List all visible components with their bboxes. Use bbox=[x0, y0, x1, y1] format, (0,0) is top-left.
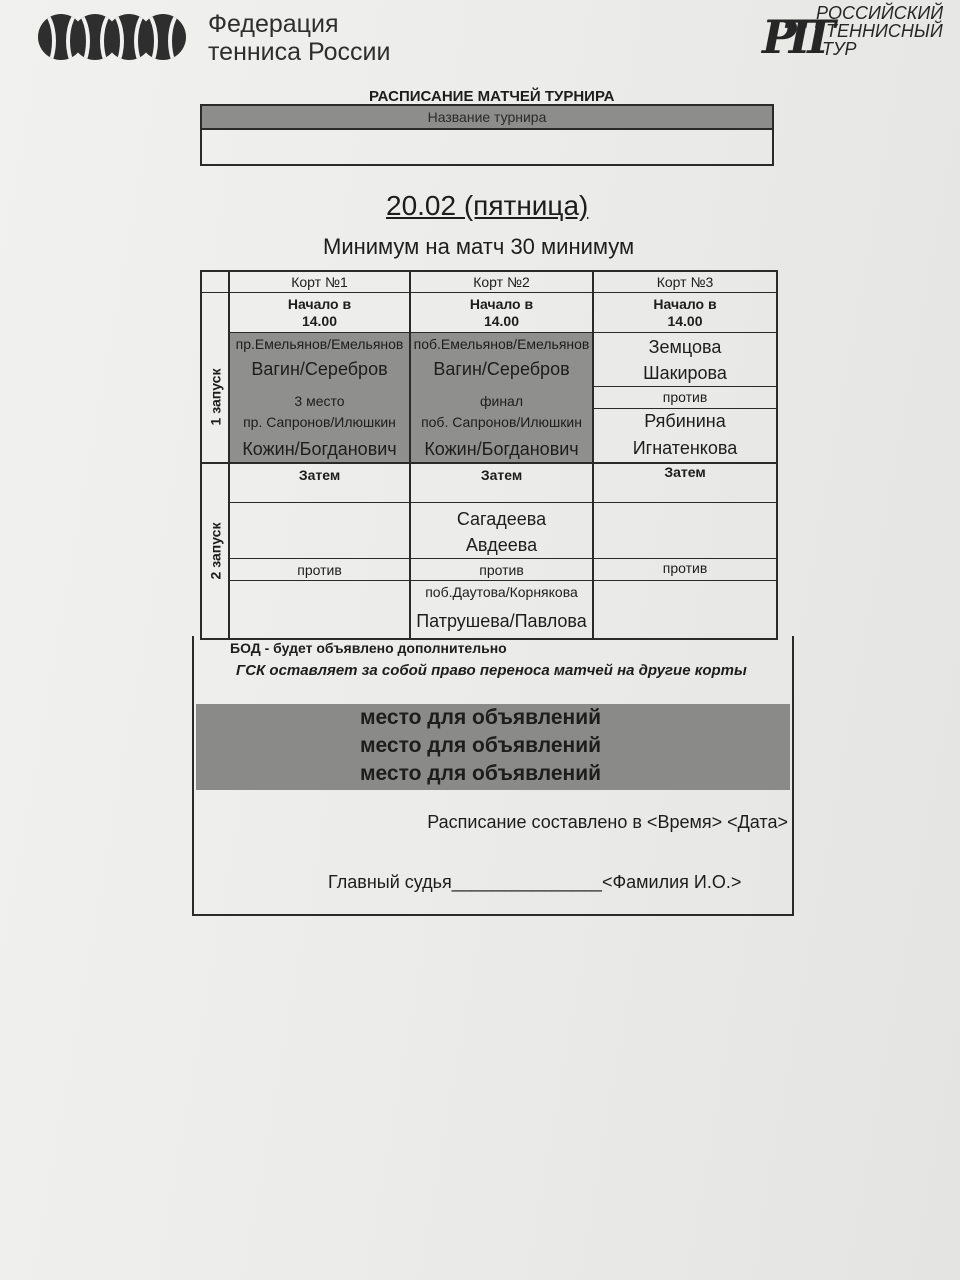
document-title: РАСПИСАНИЕ МАТЧЕЙ ТУРНИРА bbox=[369, 88, 615, 105]
court-1-l2-versus: против bbox=[297, 562, 342, 578]
announcements-area bbox=[196, 704, 790, 790]
court-3-player-1a: Земцова bbox=[648, 336, 722, 357]
signature-blank: _______________ bbox=[451, 872, 602, 892]
chief-judge-label: Главный судья bbox=[328, 872, 452, 892]
court-transfer-note: ГСК оставляет за собой право переноса матчей на другие корты bbox=[236, 662, 747, 679]
court-2-l2-player-1b: Авдеева bbox=[465, 534, 538, 555]
court-1-header: Корт №1 bbox=[291, 274, 348, 290]
announcement-line: место для объявлений bbox=[360, 706, 602, 729]
court-2-then-label: Затем bbox=[480, 467, 523, 483]
court-1-player-2: Кожин/Богданович bbox=[242, 438, 397, 459]
court-2-header: Корт №2 bbox=[473, 274, 530, 290]
court-2-l2-note-2: поб.Даутова/Корнякова bbox=[425, 584, 578, 600]
court-2-start: Начало в 14.00 bbox=[469, 296, 534, 329]
court-3-player-1b: Шакирова bbox=[643, 362, 727, 383]
announcement-line: место для объявлений bbox=[360, 762, 602, 785]
court-2-note-2: поб. Сапронов/Илюшкин bbox=[421, 414, 582, 430]
court-2-player-1: Вагин/Серебров bbox=[433, 358, 570, 379]
announcement-line: место для объявлений bbox=[360, 734, 602, 757]
federation-name: Федерация тенниса России bbox=[208, 10, 391, 66]
tournament-name-field bbox=[202, 128, 772, 164]
court-3-start: Начало в 14.00 bbox=[653, 296, 717, 329]
court-1-start: Начало в 14.00 bbox=[287, 296, 352, 329]
tournament-label: Название турнира bbox=[202, 106, 772, 128]
court-1-note-2: пр. Сапронов/Илюшкин bbox=[243, 414, 396, 430]
court-3-player-2b: Игнатенкова bbox=[632, 437, 738, 458]
chief-judge-line bbox=[328, 872, 741, 893]
court-2-l2-player-1a: Сагадеева bbox=[456, 508, 547, 529]
rtt-logo bbox=[762, 3, 944, 68]
court-2-l2-versus: против bbox=[479, 562, 524, 578]
court-3-l2-versus: против bbox=[662, 560, 708, 576]
court-3-player-2a: Рябинина bbox=[644, 410, 726, 431]
day-title: 20.02 (пятница) bbox=[386, 190, 589, 221]
rtt-name: РОССИЙСКИЙ ТЕННИСНЫЙ ТУР bbox=[816, 3, 944, 59]
schedule-composed-note: Расписание составлено в <Время> <Дата> bbox=[427, 812, 788, 832]
court-3-versus: против bbox=[662, 389, 708, 405]
tennis-balls-icon bbox=[38, 10, 188, 66]
rtt-monogram: PTT bbox=[762, 10, 822, 64]
tournament-name-box bbox=[200, 104, 774, 166]
notes-box bbox=[192, 636, 794, 916]
launch-2-label: 2 запуск bbox=[207, 522, 223, 580]
court-3-then-label: Затем bbox=[664, 464, 706, 480]
federation-logo bbox=[38, 10, 390, 66]
chief-judge-name: <Фамилия И.О.> bbox=[601, 872, 742, 892]
court-2-l2-player-2: Патрушева/Павлова bbox=[416, 610, 587, 631]
court-1-player-1: Вагин/Серебров bbox=[251, 358, 388, 379]
launch-1-label: 1 запуск bbox=[207, 368, 223, 426]
court-2-round-label: финал bbox=[479, 393, 524, 409]
court-1-then-label: Затем bbox=[298, 467, 341, 483]
court-2-note-1: поб.Емельянов/Емельянов bbox=[413, 336, 590, 352]
bod-note: БОД - будет объявлено дополнительно bbox=[230, 640, 507, 656]
match-duration-note: Минимум на матч 30 минимум bbox=[323, 234, 635, 259]
court-1-round-label: 3 место bbox=[294, 393, 345, 409]
court-3-header: Корт №3 bbox=[656, 274, 714, 290]
schedule-grid bbox=[200, 270, 778, 640]
court-2-player-2: Кожин/Богданович bbox=[424, 438, 579, 459]
court-1-note-1: пр.Емельянов/Емельянов bbox=[235, 336, 404, 352]
